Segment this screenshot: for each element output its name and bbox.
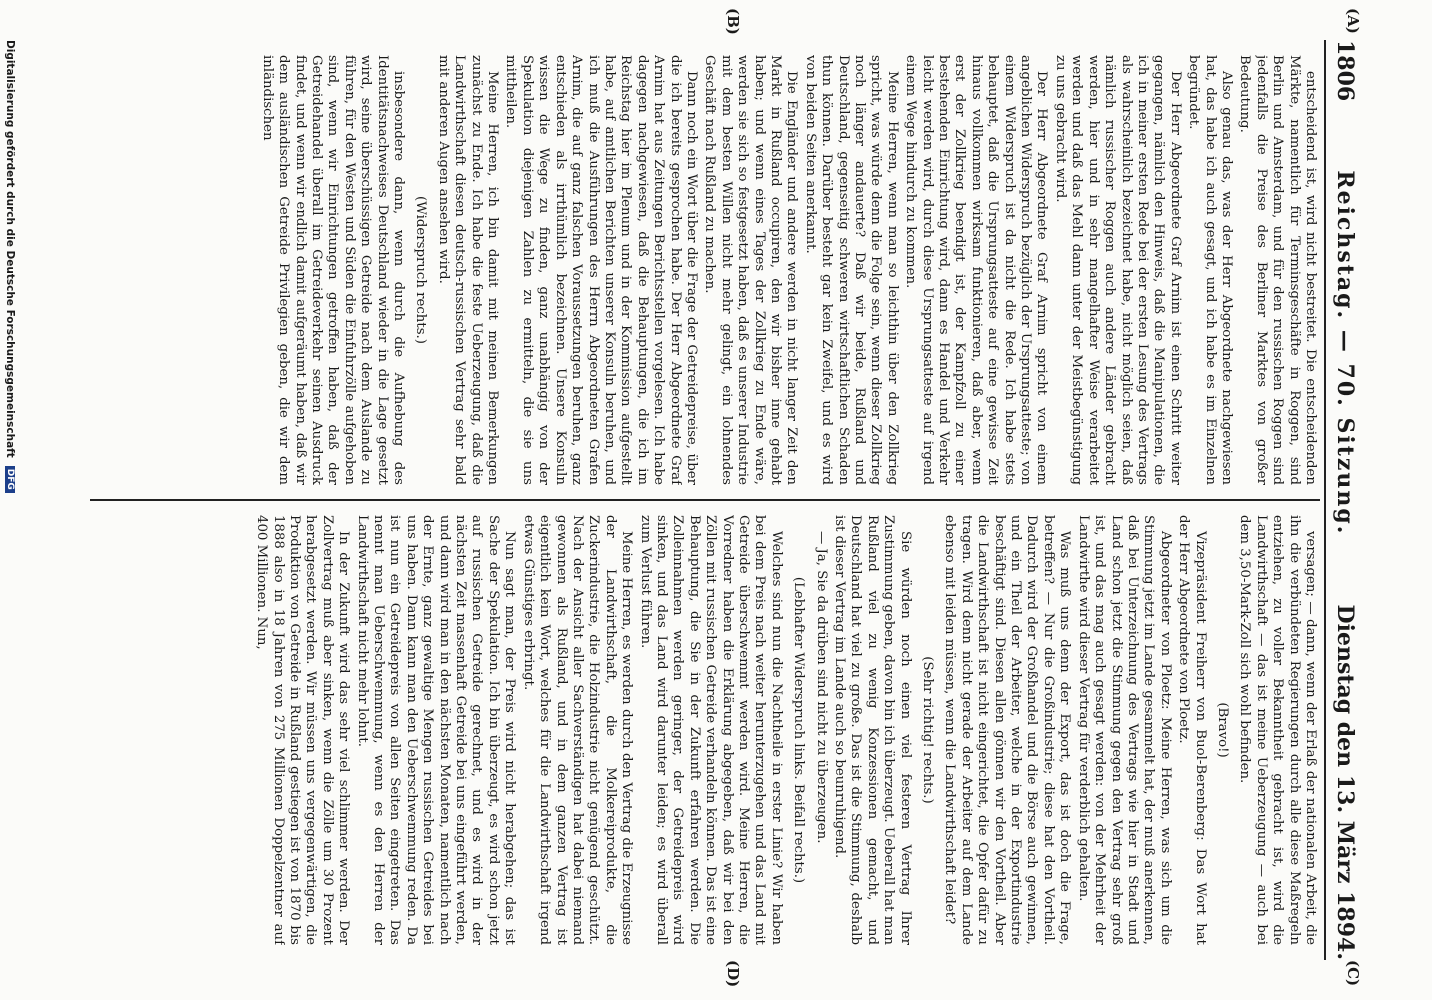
paragraph: Der Herr Abgeordnete Graf Arnim ist einen Schritt weiter gegangen, nämlich den Hinweis, daß die Manipulationen, die ich in meiner ersten Rede bei der ersten Lesung des Vertrags als wahrscheinlich bezeichnet habe, nicht möglich seien, daß nämlich russischer Roggen auch andere Länder gebracht werden, hier und in sehr mangelhafter Weise verarbeitet werden und daß das Mehl dann unter der Meistbegünstigung zu uns gebracht wird. bbox=[1052, 55, 1183, 485]
paragraph: versagen; — dann, wenn der Erlaß der nationalen Arbeit, die ihn die verbündeten Regierungen durch alle diese Maßregeln entziehen, zu voller Bekanntheit gebracht ist, wird die Landwirthschaft — das ist meine Ueberzeugung — auch bei dem 3,50-Mark-Zoll sich wohl befinden. bbox=[1237, 515, 1318, 945]
paragraph: — Ja, Sie da drüben sind nicht zu überzeugen. bbox=[813, 531, 829, 844]
right-column bbox=[108, 515, 1318, 945]
digitization-footer bbox=[0, 0, 20, 1000]
paragraph: Welches sind nun die Nachtheile in erster Linie? Wir haben bei dem Preis nach weiter herunterzugehen und das Land mit Getreide überschwemmt werden wird. Meine Herren, die Vorredner haben die Erklärung abgegeben, daß wir bei den Zöllen mit russischen Getreide verhandeln können. Das ist eine Behauptung, die Sie in der Zukunft erfahren werden. Die Zolleinnahmen werden geringer, der Getreidepreis wird sinken, und das Land wird darunter leiden; es wird überall zum Verlust führen. bbox=[637, 515, 784, 945]
margin-mark-b: (B) bbox=[724, 8, 742, 35]
paragraph: In der Zukunft wird das sehr viel schlimmer werden. Der Zollvertrag muß aber sinken, wenn die Zölle um 30 Prozent herabgesetzt werden. Wir müssen uns vergegenwärtigen, die Produktion von Getreide in Rußland gestiegen ist von 1870 bis 1888 also in 18 Jahren von 275 Millionen Doppelzentner auf 400 Millionen. Nun, bbox=[254, 515, 352, 945]
paragraph: Meine Herren, es werden durch den Vertrag die Erzeugnisse der Landwirthschaft, die Molkereiprodukte, die Zuckerindustrie, die Holzindustrie nicht genügend geschützt. Nach der Ansicht aller Sachverständigen hat dabei niemand gewonnen als Rußland, und in dem ganzen Vertrag ist eigentlich kein Wort, welches für die Landwirthschaft irgend etwas Günstiges erbringt. bbox=[520, 515, 635, 945]
paragraph: (Bravo!) bbox=[1214, 702, 1230, 758]
paragraph: Der Herr Abgeordnete Graf Arnim spricht von einem angeblichen Widerspruch bezüglich der Ursprungsatteste; von einem Widerspruch ist da nicht die Rede. Ich habe stets behauptet, daß die Ursprungsatteste auf eine gewisse Zeit hinaus vollkommen wirksam funktionieren, daß aber, wenn erst der Zollkrieg beendigt ist, der Kampfzoll zu einer bestehenden Einrichtung wird, dann es Handel und Verkehr leicht werden wird, durch diese Ursprungsatteste auf irgend einem Wege hindurch zu kommen. bbox=[903, 55, 1050, 485]
left-column bbox=[108, 55, 1318, 485]
paragraph: entscheidend ist, wird nicht bestreitet. Die entscheidenden Märkte, namentlich für Terminsgeschäfte in Roggen, sind Berlin und Amsterdam, und für den russischen Roggen sind jedenfalls die Preise des Berliner Marktes von großer Bedeutung. bbox=[1237, 55, 1318, 485]
column-divider bbox=[90, 499, 1320, 501]
paragraph: (Sehr richtig! rechts.) bbox=[920, 656, 936, 804]
page-title: Reichstag. — 70. Sitzung. bbox=[1332, 170, 1358, 536]
paragraph: Sie würden noch einen viel festeren Vertrag Ihrer Zustimmung geben, davon bin ich überzeugt. Ueberall hat man Rußland viel zu wenig Konzessionen gemacht, und Deutschland hat viel zu große. Das ist die Stimmung, deshalb ist dieser Vertrag im Lande auch so beunruhigend. bbox=[832, 515, 913, 945]
paragraph: Was muß uns denn der Export, das ist doch die Frage, betreffen? — Nur die Großindustrie; diese hat den Vortheil. Dadurch wird der Großhandel und die Börse auch gewinnen, und ein Theil der Arbeiter, welche in der Exportindustrie beschäftigt sind. Diesen allen gönnen wir den Vortheil. Aber die Landwirthschaft ist nicht eingerichtet, die Opfer dafür zu tragen. Wird denn nicht gerade der Arbeiter auf dem Lande ebenso mit leiden müssen, wenn die Landwirthschaft leidet? bbox=[942, 515, 1073, 945]
footer-text: Digitalisierung gefördert durch die Deutsche Forschungsgemeinschaft bbox=[4, 40, 16, 458]
margin-mark-d: (D) bbox=[724, 960, 742, 988]
paragraph: Meine Herren, ich bin damit mit meinen Bemerkungen zunächst zu Ende. Ich habe die feste Ueberzeugung, daß die Landwirthschaft diesen deutsch-russischen Vertrag sehr bald mit anderen Augen ansehen wird. bbox=[435, 55, 501, 485]
paragraph: Meine Herren, wenn man so leichthin über den Zollkrieg spricht, was würde denn die Folge sein, wenn dieser Zollkrieg noch länger andauerte? Daß wir beide, Rußland und Deutschland, gegenseitig schweren wirtschaftlichen Schaden thun können. Darüber besteht gar kein Zweifel, und es wird von beiden Seiten anerkannt. bbox=[802, 55, 900, 485]
paragraph: Vizepräsident Freiherr von Buol-Berenberg: Das Wort hat der Herr Abgeordnete von Ploetz. bbox=[1176, 515, 1208, 945]
margin-mark-c: (C) bbox=[1344, 960, 1362, 987]
paragraph: Die Engländer und andere werden in nicht langer Zeit den Markt in Rußland occupiren, den wir bisher inne gehabt haben; und wenn eines Tages der Zollkrieg zu Ende wäre, werden sie sich so festgesetzt haben, daß es unserer Industrie mit dem besten Willen nicht mehr gelingt, ein lohnendes Geschäft nach Rußland zu machen. bbox=[702, 55, 800, 485]
dfg-logo: DFG bbox=[5, 466, 15, 493]
paragraph: (Lebhafter Widerspruch links. Beifall rechts.) bbox=[791, 576, 807, 884]
header-rule bbox=[1324, 40, 1326, 960]
page-header bbox=[1328, 40, 1362, 960]
paragraph: insbesondere dann, wenn durch die Aufhebung des Identitätsnachweises Deutschland wieder in die Lage gesetzt wird, seine überschüssigen Getreide nach dem Auslande zu führen, für den Westen und Süden die Einfuhrzölle aufgehoben sind, wenn wir Einrichtungen getroffen haben, daß der Getreidehandel überall im Getreideverkehr seinen Ausdruck findet, und wenn wir endlich damit aufgeräumt haben, daß wir dem ausländischen Getreide Privilegien geben, die wir dem inländischen bbox=[259, 55, 407, 485]
paragraph: (Widerspruch rechts.) bbox=[413, 196, 429, 344]
paragraph: Nun sagt man, der Preis wird nicht herabgehen; das ist Sache der Spekulation. Ich bin überzeugt, es wird schon jetzt auf russischen Getreide gerechnet, und es wird in der nächsten Zeit massenhaft Getreide bei uns eingeführt werden, und dann wird man in den nächsten Monaten, namentlich nach der Ernte, ganz gewaltige Mengen russischen Getreides bei uns haben. Dann kann man den Ueberschwemmung reden. Da ist nun ein Getreidepreis von allen Seiten eingetreten. Das nennt man Ueberschwemmung, wenn es den Herren der Landwirthschaft nicht mehr lohnt. bbox=[354, 515, 518, 945]
paragraph: Also genau das, was der Herr Abgeordnete nachgewiesen hat, das habe ich auch gesagt, und ich habe es im Einzelnen begründet. bbox=[1186, 55, 1234, 485]
margin-mark-a: (A) bbox=[1344, 8, 1362, 34]
session-date: Dienstag den 13. März 1894. bbox=[1332, 604, 1358, 960]
paragraph: Abgeordneter von Ploetz: Meine Herren, was sich um die Stimmung jetzt im Lande gesammelt hat, der muß anerkennen, daß bei Unterzeichnung des Vertrags wie hier in Stadt und Land schon jetzt die Stimmung gegen den Vertrag sehr groß ist, und das mag auch gesagt werden: von der Mehrheit der Landwirthe wird dieser Vertrag für verderblich gehalten. bbox=[1075, 515, 1173, 945]
paragraph: Dann noch ein Wort über die Frage der Getreidepreise, über die ich bereits gesprochen habe. Der Herr Abgeordnete Graf Arnim hat aus Zeitungen Berichtsstellen vorgelesen. Ich habe dagegen nachgewiesen, daß die Behauptungen, die ich im Reichstag hier im Plenum und in der Kommission aufgestellt habe, auf amtlichen Berichten unserer Konsuln beruhen, und ich muß die Ausführungen des Herrn Abgeordneten Grafen Arnim, die auf ganz falschen Voraussetzungen beruhen, ganz entschieden als irrthümlich bezeichnen. Unsere Konsuln wissen die Wege zu finden, ganz unabhängig von der Spekulation diejenigen Zahlen zu ermitteln, die sie uns mittheilen. bbox=[503, 55, 699, 485]
page-number: 1806 bbox=[1332, 40, 1358, 102]
